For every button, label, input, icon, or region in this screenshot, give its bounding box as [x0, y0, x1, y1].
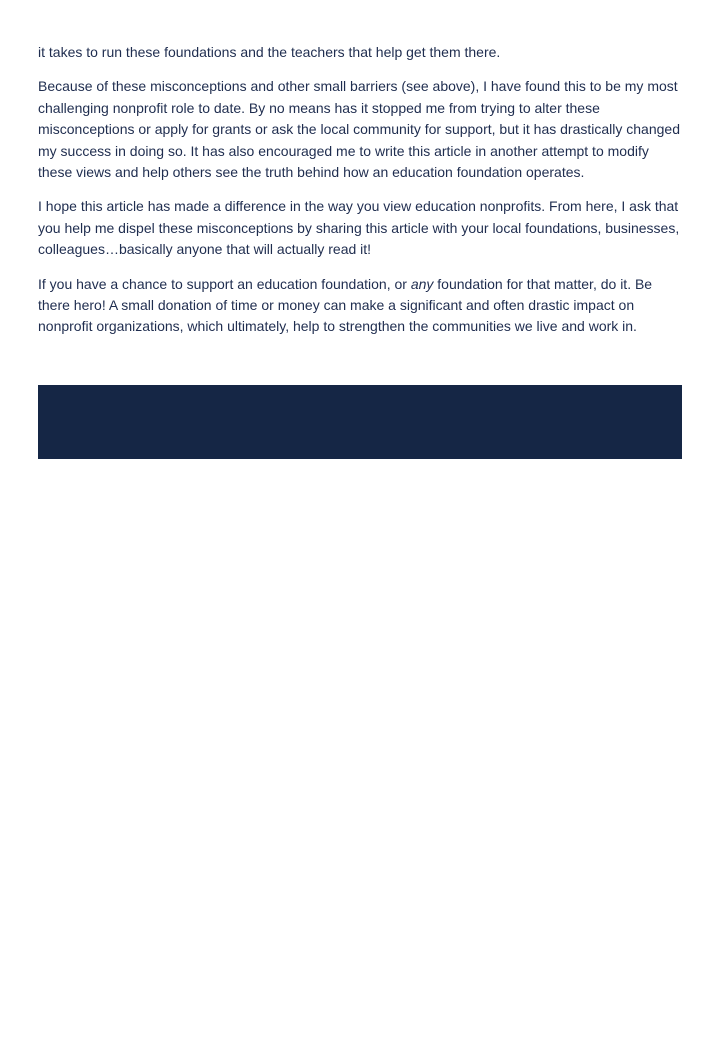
footer-banner	[38, 385, 682, 459]
article-paragraph: it takes to run these foundations and the teachers that help get them there.	[38, 44, 501, 60]
article-paragraph: I hope this article has made a difference in the way you view education nonprofits. From here, I ask that you help me dispel these misconceptions by sharing this article with your local foundations, businesses, colleagues…basically anyone that will actually read it!	[38, 198, 680, 258]
emphasis-any: any	[410, 275, 434, 292]
closing-text-end: foundation for that matter, do it. Be there hero! A small donation of time or money can make a significant and often drastic impact on nonprofit organizations, which ultimately, help to strengthen the communities we live and work in.	[38, 275, 653, 335]
article-body	[38, 42, 682, 351]
article-paragraph: Because of these misconceptions and other small barriers (see above), I have found this to be my most challenging nonprofit role to date. By no means has it stopped me from trying to alter these misconceptions or apply for grants or ask the local community for support, but it has drastically changed my success in doing so. It has also encouraged me to write this article in another attempt to modify these views and help others see the truth behind how an education foundation operates.	[38, 78, 680, 181]
closing-text-start: If you have a chance to support an education foundation, or	[38, 275, 411, 292]
article-paragraph-closing	[38, 274, 682, 338]
